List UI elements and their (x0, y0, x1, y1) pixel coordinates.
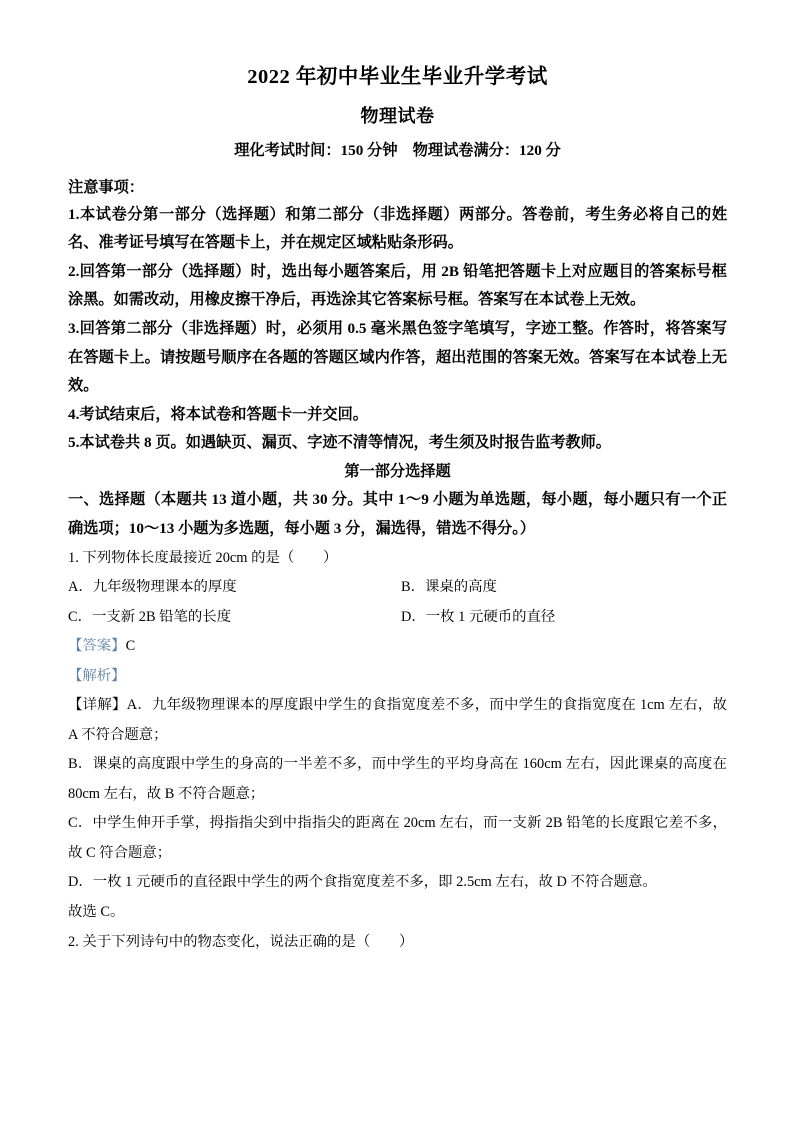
notice-item-2: 2.回答第一部分（选择题）时，选出每小题答案后，用 2B 铅笔把答题卡上对应题目的答案标号框涂黑。如需改动，用橡皮擦干净后，再选涂其它答案标号框。答案写在本试卷上无效。 (68, 262, 727, 309)
question-1-answer-line (68, 632, 727, 662)
question-1-stem: 1. 下列物体长度最接近 20cm 的是（ ） (68, 549, 338, 566)
question-1-option-d[interactable]: D．一枚 1 元硬币的直径 (401, 608, 556, 625)
page-title: 2022 年初中毕业生毕业升学考试 (247, 66, 548, 88)
question-1-analysis-line (68, 662, 727, 692)
section-one-intro: 一、选择题（本题共 13 道小题，共 30 分。其中 1～9 小题为单选题，每小题，每小题只有一个正确选项；10～13 小题为多选题，每小题 3 分，漏选得，错选不得分。） (68, 491, 727, 538)
notice-heading: 注意事项： (68, 178, 144, 196)
detail-tag: 【详解】 (68, 697, 127, 714)
question-1-detail-d: D．一枚 1 元硬币的直径跟中学生的两个食指宽度差不多，即 2.5cm 左右，故 D 不符合题意。 (68, 874, 657, 891)
answer-value: C (125, 638, 136, 655)
question-1-options-row-1 (68, 573, 727, 603)
notice-item-4: 4.考试结束后，将本试卷和答题卡一并交回。 (68, 405, 368, 423)
exam-meta-line: 理化考试时间：150 分钟 物理试卷满分：120 分 (234, 141, 561, 159)
page-subtitle: 物理试卷 (360, 105, 435, 126)
question-1-detail-b: B．课桌的高度跟中学生的身高的一半差不多，而中学生的平均身高在 160cm 左右，因此课桌的高度在 80cm 左右，故 B 不符合题意； (68, 756, 727, 802)
answer-tag: 【答案】 (68, 638, 126, 655)
question-2-stem: 2. 关于下列诗句中的物态变化，说法正确的是（ ） (68, 933, 414, 950)
question-1-conclusion: 故选 C。 (68, 904, 125, 920)
notice-item-5: 5.本试卷共 8 页。如遇缺页、漏页、字迹不清等情况，考生须及时报告监考教师。 (68, 434, 611, 452)
question-1-options-row-2 (68, 603, 727, 633)
notice-item-1: 1.本试卷分第一部分（选择题）和第二部分（非选择题）两部分。答卷前，考生务必将自己的姓名、准考证号填写在答题卡上，并在规定区域粘贴条形码。 (68, 205, 727, 252)
question-1-detail-a (68, 691, 727, 750)
detail-text-a: A．九年级物理课本的厚度跟中学生的食指宽度差不多，而中学生的食指宽度在 1cm 左右，故 A 不符合题意； (68, 697, 727, 743)
question-1-option-a[interactable]: A．九年级物理课本的厚度 (68, 579, 237, 596)
question-1-option-b[interactable]: B．课桌的高度 (401, 579, 497, 596)
analysis-tag: 【解析】 (68, 667, 126, 684)
question-1-option-c[interactable]: C．一支新 2B 铅笔的长度 (68, 608, 232, 625)
notice-item-3: 3.回答第二部分（非选择题）时，必须用 0.5 毫米黑色签字笔填写，字迹工整。作答时，将答案写在答题卡上。请按题号顺序在各题的答题区域内作答，超出范围的答案无效。答案写在本试卷上无效。 (68, 320, 727, 395)
part-one-heading: 第一部分选择题 (344, 462, 451, 480)
question-1-detail-c: C．中学生伸开手掌，拇指指尖到中指指尖的距离在 20cm 左右，而一支新 2B 铅笔的长度跟它差不多，故 C 符合题意； (68, 815, 727, 861)
